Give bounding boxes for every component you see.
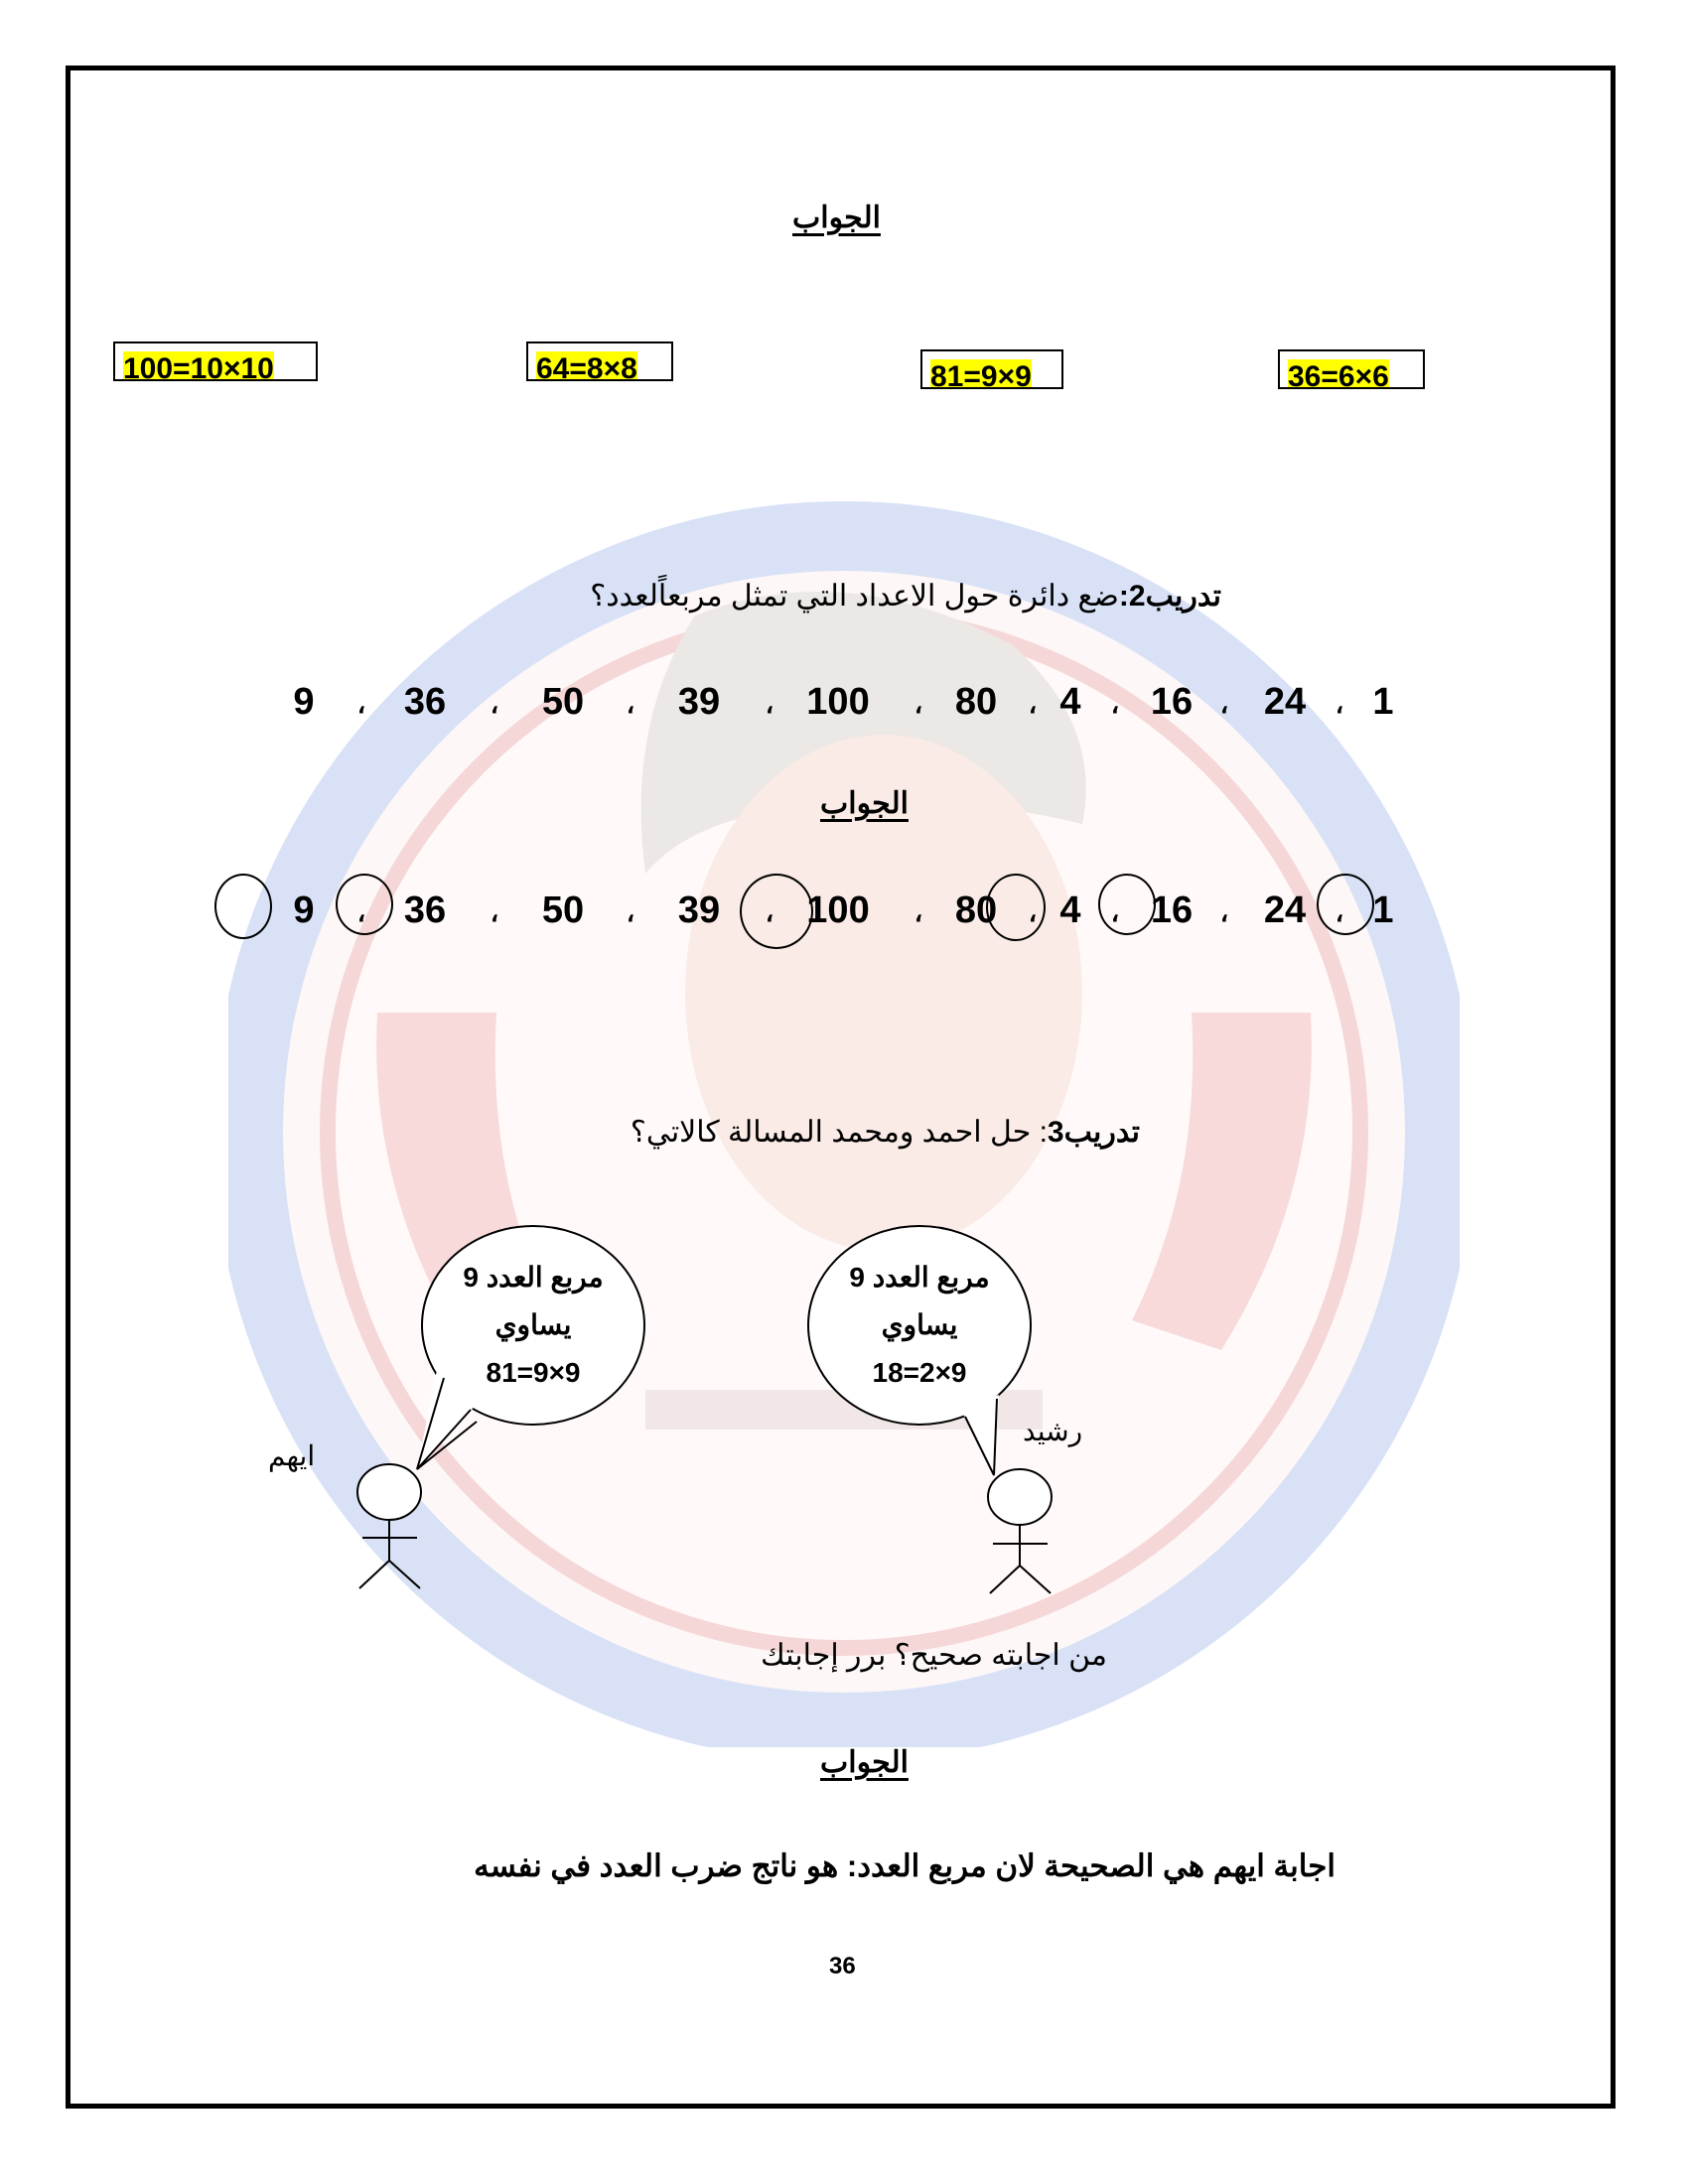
number-item: 1: [1372, 681, 1394, 723]
number-item: 4: [1059, 889, 1081, 931]
number-item: 16: [1150, 889, 1194, 931]
number-item: 80: [954, 681, 998, 723]
bubble-right-line1: مربع العدد 9: [849, 1262, 990, 1293]
square-expression: 100=10×10: [123, 351, 274, 381]
number-item: 24: [1263, 889, 1307, 931]
number-item: 36: [403, 889, 447, 931]
character-name-right: رشيد: [1023, 1416, 1083, 1446]
bubble-left-text: [419, 1254, 647, 1393]
number-item: 16: [1150, 681, 1194, 723]
exercise3-question: من اجابته صحيح؟ برر إجابتك: [760, 1639, 1107, 1672]
number-item: 80: [954, 889, 998, 931]
separator: ،: [356, 689, 366, 719]
separator: ،: [490, 897, 499, 927]
separator: ،: [914, 897, 923, 927]
separator: ،: [765, 897, 774, 927]
exercise2-label: تدريب2:: [1118, 580, 1221, 613]
separator: ،: [1335, 897, 1344, 927]
separator: ،: [1110, 689, 1120, 719]
stick-figure-left: [357, 1464, 421, 1588]
square-expression: 36=6×6: [1288, 359, 1389, 389]
exercise3-label: تدريب3: [1047, 1116, 1140, 1149]
separator: ،: [1219, 897, 1229, 927]
separator: ،: [1110, 897, 1120, 927]
separator: ،: [1335, 689, 1344, 719]
answer-heading-3: الجواب: [820, 1746, 909, 1779]
number-item: 100: [806, 889, 870, 931]
number-item: 39: [677, 889, 721, 931]
exercise3-answer: اجابة ايهم هي الصحيحة لان مربع العدد: هو ناتج ضرب العدد في نفسه: [474, 1848, 1336, 1883]
number-item: 39: [677, 681, 721, 723]
bubble-right-line3: 18=2×9: [872, 1357, 967, 1388]
separator: ،: [1219, 689, 1229, 719]
number-item: 36: [403, 681, 447, 723]
stick-figure-right: [988, 1469, 1052, 1593]
exercise3-text: : حل احمد ومحمد المسالة كالاتي؟: [630, 1116, 1048, 1149]
number-item: 100: [806, 681, 870, 723]
bubble-right-line2: يساوي: [881, 1309, 958, 1340]
separator: ،: [914, 689, 923, 719]
number-item: 9: [293, 889, 315, 931]
separator: ،: [490, 689, 499, 719]
number-item: 1: [1372, 889, 1394, 931]
bubble-right-text: [805, 1254, 1034, 1393]
answer-heading-2: الجواب: [820, 787, 909, 820]
character-name-left: ايهم: [268, 1440, 316, 1471]
separator: ،: [626, 897, 635, 927]
separator: ،: [1028, 689, 1038, 719]
number-item: 50: [541, 889, 585, 931]
square-expression: 64=8×8: [536, 351, 637, 381]
number-item: 4: [1059, 681, 1081, 723]
answer-heading-1: الجواب: [792, 202, 881, 234]
square-expression: 81=9×9: [930, 359, 1032, 389]
separator: ،: [626, 689, 635, 719]
separator: ،: [356, 897, 366, 927]
exercise2-text: ضع دائرة حول الاعداد التي تمثل مربعاًلعدد؟: [590, 580, 1119, 613]
bubble-left-line3: 81=9×9: [486, 1357, 581, 1388]
number-item: 9: [293, 681, 315, 723]
separator: ،: [765, 689, 774, 719]
separator: ،: [1028, 897, 1038, 927]
bubble-left-line1: مربع العدد 9: [463, 1262, 604, 1293]
bubble-left-line2: يساوي: [494, 1309, 572, 1340]
number-item: 50: [541, 681, 585, 723]
number-item: 24: [1263, 681, 1307, 723]
page-number: 36: [829, 1953, 856, 1979]
